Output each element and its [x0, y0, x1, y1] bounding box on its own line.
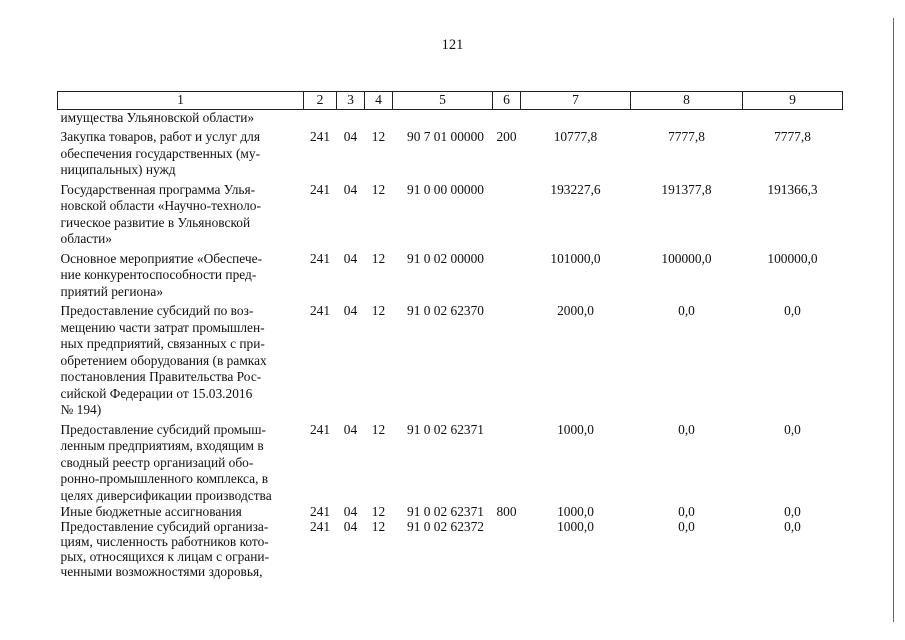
description-line: ленным предприятиям, входящим в — [60, 438, 264, 453]
expense-type-code — [493, 179, 521, 248]
header-cell: 6 — [493, 92, 521, 110]
description-line: № 194) — [60, 402, 102, 417]
expense-type-code: 200 — [496, 129, 517, 144]
amount-year-3: 0,0 — [784, 519, 801, 534]
ministry-code: 241 — [309, 303, 331, 318]
subsection-code: 12 — [371, 250, 386, 266]
amount-year-3: 100000,0 — [767, 250, 818, 266]
description-line: ние конкурентоспособности пред- — [60, 267, 257, 282]
description-line: Предоставление субсидий организа- — [60, 519, 269, 534]
header-cell: 8 — [631, 92, 743, 110]
table-row — [58, 126, 843, 179]
description-line: мещению части затрат промышлен- — [60, 319, 265, 335]
description-line: сийской Федерации от 15.03.2016 — [60, 385, 253, 401]
subsection-code: 12 — [371, 303, 386, 318]
table-row — [58, 300, 843, 419]
description-line: Предоставление субсидий по воз- — [60, 303, 254, 318]
section-code: 04 — [343, 421, 358, 437]
header-cell: 7 — [521, 92, 631, 110]
ministry-code: 241 — [309, 504, 331, 519]
table-row — [58, 248, 843, 301]
header-cell: 5 — [393, 92, 493, 110]
ministry-code: 241 — [309, 421, 331, 437]
row-description — [58, 109, 304, 126]
description-line: постановления Правительства Рос- — [60, 369, 262, 384]
section-code — [337, 109, 365, 126]
description-line: гическое развитие в Ульяновской — [60, 214, 251, 230]
header-cell: 3 — [337, 92, 365, 110]
expense-type-code — [493, 300, 521, 419]
subsection-code: 12 — [371, 504, 386, 519]
description-line: Предоставление субсидий промыш- — [60, 421, 267, 437]
header-cell: 1 — [58, 92, 304, 110]
description-line: имущества Ульяновской области» — [60, 109, 255, 125]
section-code: 04 — [343, 519, 358, 534]
description-line: Государственная программа Улья- — [60, 181, 256, 197]
ministry-code: 241 — [309, 129, 331, 144]
target-article-code: 91 0 02 62371 — [407, 421, 484, 437]
expense-type-code: 800 — [496, 504, 517, 519]
subsection-code: 12 — [371, 129, 386, 144]
header-cell: 2 — [304, 92, 337, 110]
page-edge-line — [893, 18, 894, 622]
row-description — [58, 519, 304, 579]
amount-year-3: 7777,8 — [774, 129, 811, 144]
subsection-code: 12 — [371, 181, 386, 197]
amount-year-2 — [631, 109, 743, 126]
amount-year-3: 0,0 — [784, 303, 801, 318]
amount-year-2: 7777,8 — [668, 129, 705, 144]
table-row — [58, 519, 843, 579]
description-line: области» — [60, 231, 112, 246]
header-cell: 9 — [743, 92, 843, 110]
ministry-code: 241 — [309, 519, 331, 534]
amount-year-2: 0,0 — [678, 504, 695, 519]
description-line: Иные бюджетные ассигнования — [60, 504, 242, 519]
description-line: ниципальных) нужд — [60, 162, 176, 177]
target-article-code: 91 0 02 62372 — [407, 519, 484, 534]
ministry-code: 241 — [309, 250, 331, 266]
expense-type-code — [493, 109, 521, 126]
section-code: 04 — [343, 303, 358, 318]
row-description — [58, 419, 304, 505]
description-line: целях диверсификации производства — [60, 487, 272, 503]
amount-year-1: 1000,0 — [557, 421, 594, 437]
section-code: 04 — [343, 250, 358, 266]
description-line: ных предприятий, связанных с при- — [60, 336, 265, 351]
table-row — [58, 419, 843, 505]
ministry-code: 241 — [309, 181, 331, 197]
row-description — [58, 126, 304, 179]
header-cell: 4 — [365, 92, 393, 110]
description-line: обретением оборудования (в рамках — [60, 352, 267, 368]
row-description — [58, 504, 304, 519]
target-article-code: 91 0 02 00000 — [407, 250, 484, 266]
description-line: новской области «Научно-техноло- — [60, 198, 261, 213]
description-line: ронно-промышленного комплекса, в — [60, 471, 269, 486]
amount-year-1: 1000,0 — [557, 519, 594, 534]
expense-type-code — [493, 248, 521, 301]
amount-year-1 — [521, 109, 631, 126]
row-description — [58, 300, 304, 419]
section-code: 04 — [343, 181, 358, 197]
description-line: ченными возможностями здоровья, — [60, 564, 263, 579]
amount-year-1: 10777,8 — [553, 129, 598, 144]
amount-year-1: 101000,0 — [550, 250, 601, 266]
description-line: приятий региона» — [60, 283, 164, 299]
description-line: сводный реестр организаций обо- — [60, 454, 254, 470]
description-line: Основное мероприятие «Обеспече- — [60, 250, 263, 266]
subsection-code: 12 — [371, 421, 386, 437]
target-article-code: 90 7 01 00000 — [407, 129, 484, 144]
amount-year-2: 100000,0 — [661, 250, 712, 266]
amount-year-2: 0,0 — [678, 519, 695, 534]
description-line: Закупка товаров, работ и услуг для — [60, 129, 260, 144]
amount-year-1: 1000,0 — [557, 504, 594, 519]
description-line: циям, численность работников кото- — [60, 534, 269, 549]
row-description — [58, 248, 304, 301]
section-code: 04 — [343, 504, 358, 519]
amount-year-2: 191377,8 — [661, 181, 712, 197]
page-number: 121 — [441, 37, 464, 53]
target-article-code: 91 0 00 00000 — [407, 181, 484, 197]
target-article-code — [393, 109, 493, 126]
amount-year-1: 2000,0 — [557, 303, 594, 318]
row-description — [58, 179, 304, 248]
amount-year-3: 0,0 — [784, 504, 801, 519]
amount-year-3: 191366,3 — [767, 181, 818, 197]
subsection-code — [365, 109, 393, 126]
amount-year-3 — [743, 109, 843, 126]
subsection-code: 12 — [371, 519, 386, 534]
description-line: рых, относящихся к лицам с ограни- — [60, 549, 270, 564]
target-article-code: 91 0 02 62371 — [407, 504, 484, 519]
table-row — [58, 109, 843, 126]
amount-year-2: 0,0 — [678, 303, 695, 318]
ministry-code — [304, 109, 337, 126]
description-line: обеспечения государственных (му- — [60, 145, 261, 161]
amount-year-1: 193227,6 — [550, 181, 601, 197]
section-code: 04 — [343, 129, 358, 144]
amount-year-2: 0,0 — [678, 421, 695, 437]
budget-table — [57, 91, 843, 579]
amount-year-3: 0,0 — [784, 421, 801, 437]
expense-type-code — [493, 519, 521, 579]
target-article-code: 91 0 02 62370 — [407, 303, 484, 318]
table-row — [58, 504, 843, 519]
table-header-row — [58, 92, 843, 110]
expense-type-code — [493, 419, 521, 505]
table-row — [58, 179, 843, 248]
